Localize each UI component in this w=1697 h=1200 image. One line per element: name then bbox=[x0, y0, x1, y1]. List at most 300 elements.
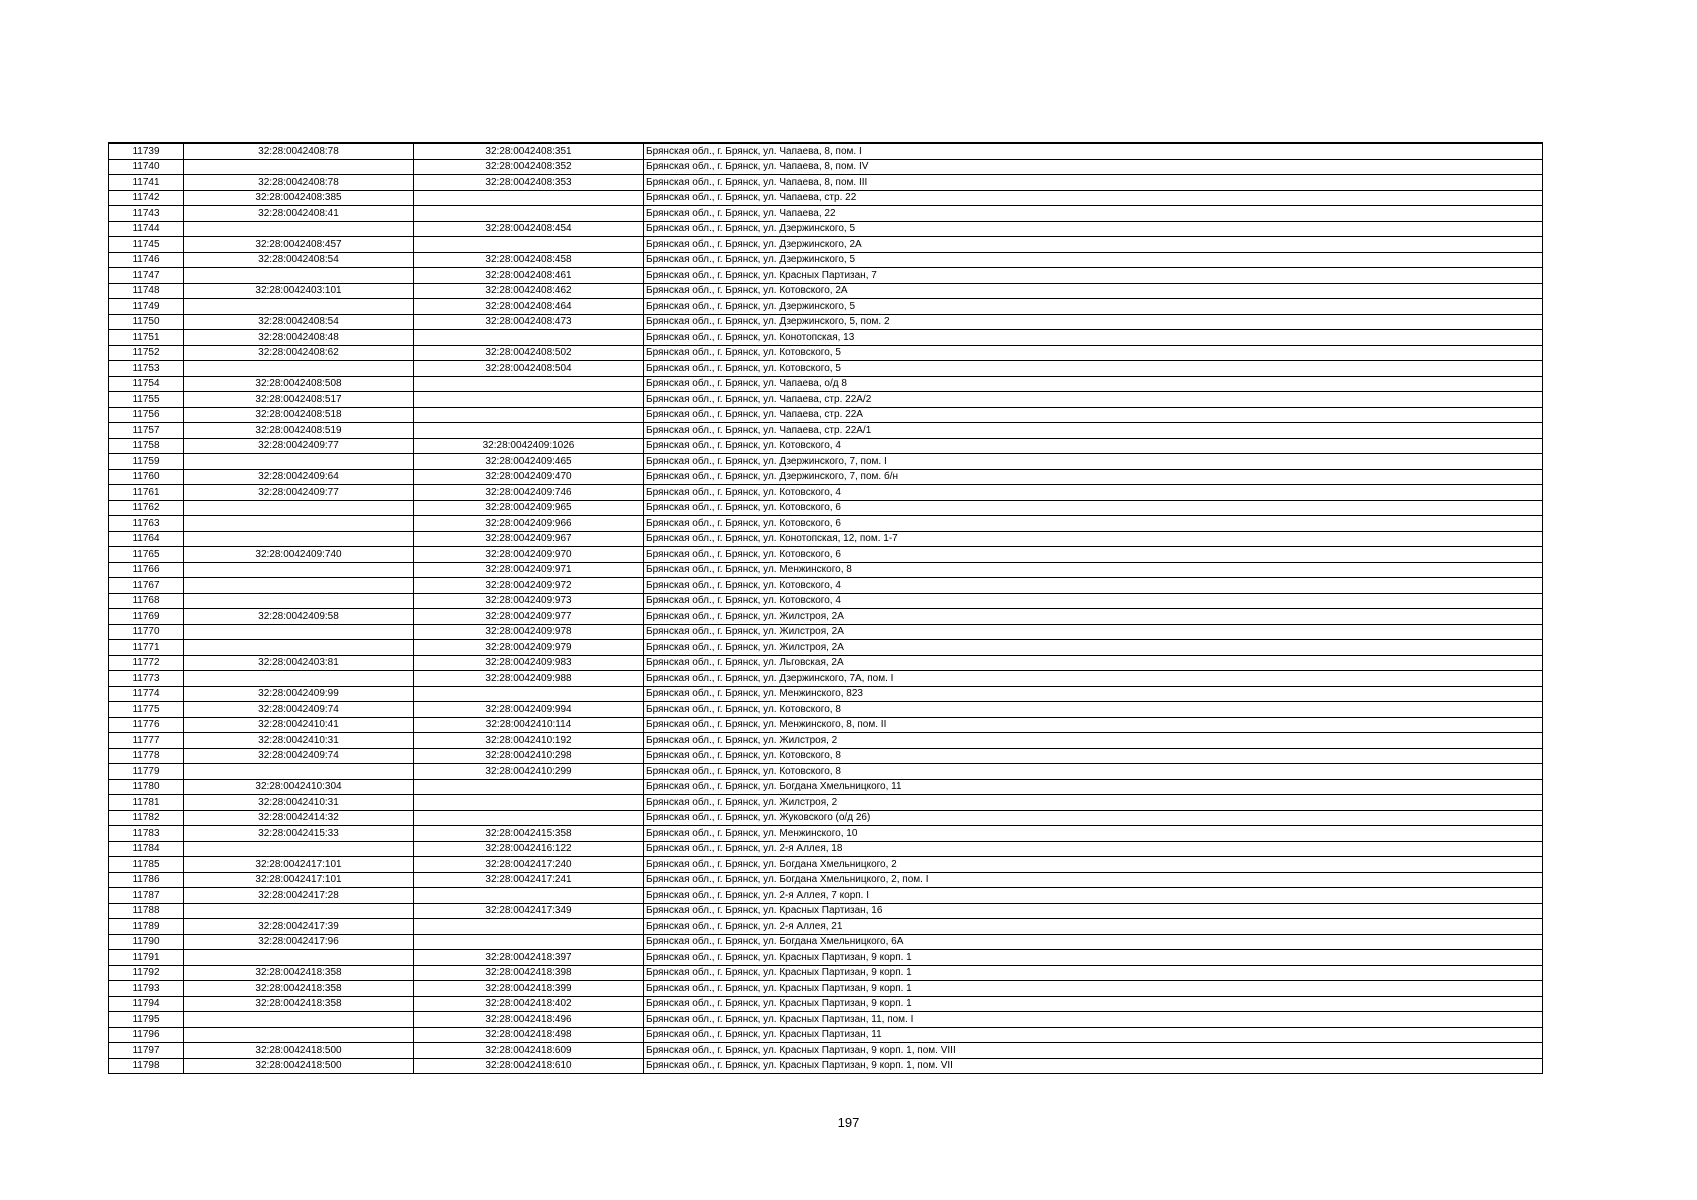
parcel-cadastral-number-cell: 32:28:0042408:54 bbox=[184, 314, 414, 330]
address-cell: Брянская обл., г. Брянск, ул. Красных Партизан, 7 bbox=[644, 268, 1543, 284]
row-number-cell: 11781 bbox=[109, 795, 184, 811]
table-row bbox=[109, 965, 1543, 981]
parcel-cadastral-number-cell bbox=[184, 299, 414, 315]
object-cadastral-number-cell: 32:28:0042418:609 bbox=[414, 1043, 644, 1059]
row-number-cell: 11786 bbox=[109, 872, 184, 888]
object-cadastral-number-cell bbox=[414, 206, 644, 222]
parcel-cadastral-number-cell: 32:28:0042409:77 bbox=[184, 438, 414, 454]
address-cell: Брянская обл., г. Брянск, ул. Менжинского, 823 bbox=[644, 686, 1543, 702]
parcel-cadastral-number-cell: 32:28:0042410:41 bbox=[184, 717, 414, 733]
address-cell: Брянская обл., г. Брянск, ул. Красных Партизан, 9 корп. 1 bbox=[644, 981, 1543, 997]
row-number-cell: 11763 bbox=[109, 516, 184, 532]
parcel-cadastral-number-cell bbox=[184, 361, 414, 377]
row-number-cell: 11765 bbox=[109, 547, 184, 563]
address-cell: Брянская обл., г. Брянск, ул. Чапаева, о/д 8 bbox=[644, 376, 1543, 392]
table-row bbox=[109, 1043, 1543, 1059]
object-cadastral-number-cell: 32:28:0042410:114 bbox=[414, 717, 644, 733]
parcel-cadastral-number-cell: 32:28:0042415:33 bbox=[184, 826, 414, 842]
row-number-cell: 11739 bbox=[109, 143, 184, 159]
object-cadastral-number-cell: 32:28:0042409:978 bbox=[414, 624, 644, 640]
row-number-cell: 11793 bbox=[109, 981, 184, 997]
parcel-cadastral-number-cell bbox=[184, 578, 414, 594]
object-cadastral-number-cell: 32:28:0042409:973 bbox=[414, 593, 644, 609]
parcel-cadastral-number-cell: 32:28:0042418:358 bbox=[184, 965, 414, 981]
parcel-cadastral-number-cell: 32:28:0042418:500 bbox=[184, 1043, 414, 1059]
parcel-cadastral-number-cell: 32:28:0042414:32 bbox=[184, 810, 414, 826]
parcel-cadastral-number-cell bbox=[184, 903, 414, 919]
row-number-cell: 11790 bbox=[109, 934, 184, 950]
parcel-cadastral-number-cell bbox=[184, 500, 414, 516]
row-number-cell: 11756 bbox=[109, 407, 184, 423]
parcel-cadastral-number-cell: 32:28:0042408:385 bbox=[184, 190, 414, 206]
row-number-cell: 11760 bbox=[109, 469, 184, 485]
address-cell: Брянская обл., г. Брянск, ул. Конотопская, 13 bbox=[644, 330, 1543, 346]
address-cell: Брянская обл., г. Брянск, ул. Котовского, 4 bbox=[644, 438, 1543, 454]
address-cell: Брянская обл., г. Брянск, ул. Менжинского, 10 bbox=[644, 826, 1543, 842]
parcel-cadastral-number-cell bbox=[184, 221, 414, 237]
row-number-cell: 11778 bbox=[109, 748, 184, 764]
address-cell: Брянская обл., г. Брянск, ул. Конотопская, 12, пом. 1-7 bbox=[644, 531, 1543, 547]
table-row bbox=[109, 919, 1543, 935]
table-row bbox=[109, 779, 1543, 795]
address-cell: Брянская обл., г. Брянск, ул. Дзержинского, 2А bbox=[644, 237, 1543, 253]
parcel-cadastral-number-cell: 32:28:0042417:96 bbox=[184, 934, 414, 950]
object-cadastral-number-cell: 32:28:0042409:977 bbox=[414, 609, 644, 625]
row-number-cell: 11785 bbox=[109, 857, 184, 873]
address-cell: Брянская обл., г. Брянск, ул. Котовского, 8 bbox=[644, 748, 1543, 764]
table-row bbox=[109, 252, 1543, 268]
table-row bbox=[109, 345, 1543, 361]
address-cell: Брянская обл., г. Брянск, ул. Жилстроя, 2 bbox=[644, 733, 1543, 749]
table-row bbox=[109, 981, 1543, 997]
address-cell: Брянская обл., г. Брянск, ул. Жилстроя, 2А bbox=[644, 640, 1543, 656]
parcel-cadastral-number-cell: 32:28:0042409:64 bbox=[184, 469, 414, 485]
row-number-cell: 11777 bbox=[109, 733, 184, 749]
object-cadastral-number-cell: 32:28:0042417:240 bbox=[414, 857, 644, 873]
parcel-cadastral-number-cell: 32:28:0042417:39 bbox=[184, 919, 414, 935]
table-row bbox=[109, 671, 1543, 687]
object-cadastral-number-cell bbox=[414, 686, 644, 702]
address-cell: Брянская обл., г. Брянск, ул. Котовского, 5 bbox=[644, 361, 1543, 377]
object-cadastral-number-cell: 32:28:0042409:746 bbox=[414, 485, 644, 501]
parcel-cadastral-number-cell bbox=[184, 624, 414, 640]
parcel-cadastral-number-cell: 32:28:0042417:101 bbox=[184, 857, 414, 873]
parcel-cadastral-number-cell: 32:28:0042409:740 bbox=[184, 547, 414, 563]
registry-table bbox=[108, 142, 1543, 1074]
parcel-cadastral-number-cell bbox=[184, 593, 414, 609]
row-number-cell: 11747 bbox=[109, 268, 184, 284]
address-cell: Брянская обл., г. Брянск, ул. Чапаева, 8, пом. IV bbox=[644, 159, 1543, 175]
object-cadastral-number-cell: 32:28:0042418:610 bbox=[414, 1058, 644, 1074]
address-cell: Брянская обл., г. Брянск, ул. Дзержинского, 7, пом. б/н bbox=[644, 469, 1543, 485]
row-number-cell: 11784 bbox=[109, 841, 184, 857]
address-cell: Брянская обл., г. Брянск, ул. 2-я Аллея, 21 bbox=[644, 919, 1543, 935]
object-cadastral-number-cell bbox=[414, 330, 644, 346]
row-number-cell: 11770 bbox=[109, 624, 184, 640]
row-number-cell: 11744 bbox=[109, 221, 184, 237]
row-number-cell: 11751 bbox=[109, 330, 184, 346]
object-cadastral-number-cell bbox=[414, 795, 644, 811]
address-cell: Брянская обл., г. Брянск, ул. Чапаева, 22 bbox=[644, 206, 1543, 222]
object-cadastral-number-cell: 32:28:0042410:192 bbox=[414, 733, 644, 749]
parcel-cadastral-number-cell bbox=[184, 671, 414, 687]
row-number-cell: 11792 bbox=[109, 965, 184, 981]
row-number-cell: 11795 bbox=[109, 1012, 184, 1028]
table-row bbox=[109, 392, 1543, 408]
address-cell: Брянская обл., г. Брянск, ул. Жилстроя, 2А bbox=[644, 609, 1543, 625]
parcel-cadastral-number-cell bbox=[184, 268, 414, 284]
parcel-cadastral-number-cell: 32:28:0042418:358 bbox=[184, 996, 414, 1012]
table-row bbox=[109, 702, 1543, 718]
address-cell: Брянская обл., г. Брянск, ул. Красных Партизан, 9 корп. 1 bbox=[644, 996, 1543, 1012]
parcel-cadastral-number-cell: 32:28:0042403:101 bbox=[184, 283, 414, 299]
address-cell: Брянская обл., г. Брянск, ул. Дзержинского, 5 bbox=[644, 299, 1543, 315]
table-row bbox=[109, 578, 1543, 594]
table-row bbox=[109, 562, 1543, 578]
object-cadastral-number-cell: 32:28:0042409:965 bbox=[414, 500, 644, 516]
object-cadastral-number-cell: 32:28:0042409:988 bbox=[414, 671, 644, 687]
row-number-cell: 11759 bbox=[109, 454, 184, 470]
row-number-cell: 11743 bbox=[109, 206, 184, 222]
address-cell: Брянская обл., г. Брянск, ул. Льговская, 2А bbox=[644, 655, 1543, 671]
parcel-cadastral-number-cell bbox=[184, 562, 414, 578]
row-number-cell: 11773 bbox=[109, 671, 184, 687]
address-cell: Брянская обл., г. Брянск, ул. Красных Партизан, 9 корп. 1, пом. VII bbox=[644, 1058, 1543, 1074]
parcel-cadastral-number-cell: 32:28:0042408:78 bbox=[184, 143, 414, 159]
address-cell: Брянская обл., г. Брянск, ул. Дзержинского, 7А, пом. I bbox=[644, 671, 1543, 687]
row-number-cell: 11758 bbox=[109, 438, 184, 454]
parcel-cadastral-number-cell: 32:28:0042410:304 bbox=[184, 779, 414, 795]
object-cadastral-number-cell: 32:28:0042418:498 bbox=[414, 1027, 644, 1043]
row-number-cell: 11740 bbox=[109, 159, 184, 175]
row-number-cell: 11761 bbox=[109, 485, 184, 501]
table-row bbox=[109, 624, 1543, 640]
parcel-cadastral-number-cell: 32:28:0042403:81 bbox=[184, 655, 414, 671]
table-row bbox=[109, 469, 1543, 485]
row-number-cell: 11762 bbox=[109, 500, 184, 516]
row-number-cell: 11775 bbox=[109, 702, 184, 718]
address-cell: Брянская обл., г. Брянск, ул. Котовского, 8 bbox=[644, 764, 1543, 780]
address-cell: Брянская обл., г. Брянск, ул. Чапаева, стр. 22А/2 bbox=[644, 392, 1543, 408]
parcel-cadastral-number-cell bbox=[184, 159, 414, 175]
table-row bbox=[109, 1012, 1543, 1028]
row-number-cell: 11741 bbox=[109, 175, 184, 191]
object-cadastral-number-cell bbox=[414, 407, 644, 423]
address-cell: Брянская обл., г. Брянск, ул. Котовского, 4 bbox=[644, 593, 1543, 609]
row-number-cell: 11755 bbox=[109, 392, 184, 408]
address-cell: Брянская обл., г. Брянск, ул. Котовского, 6 bbox=[644, 500, 1543, 516]
row-number-cell: 11769 bbox=[109, 609, 184, 625]
row-number-cell: 11788 bbox=[109, 903, 184, 919]
object-cadastral-number-cell: 32:28:0042409:983 bbox=[414, 655, 644, 671]
row-number-cell: 11797 bbox=[109, 1043, 184, 1059]
parcel-cadastral-number-cell: 32:28:0042409:77 bbox=[184, 485, 414, 501]
table-row bbox=[109, 206, 1543, 222]
table-row bbox=[109, 190, 1543, 206]
row-number-cell: 11779 bbox=[109, 764, 184, 780]
object-cadastral-number-cell: 32:28:0042409:1026 bbox=[414, 438, 644, 454]
row-number-cell: 11783 bbox=[109, 826, 184, 842]
address-cell: Брянская обл., г. Брянск, ул. Дзержинского, 5 bbox=[644, 252, 1543, 268]
parcel-cadastral-number-cell: 32:28:0042408:54 bbox=[184, 252, 414, 268]
address-cell: Брянская обл., г. Брянск, ул. Котовского, 4 bbox=[644, 485, 1543, 501]
address-cell: Брянская обл., г. Брянск, ул. Чапаева, стр. 22А/1 bbox=[644, 423, 1543, 439]
address-cell: Брянская обл., г. Брянск, ул. Красных Партизан, 9 корп. 1 bbox=[644, 950, 1543, 966]
row-number-cell: 11772 bbox=[109, 655, 184, 671]
table-row bbox=[109, 950, 1543, 966]
address-cell: Брянская обл., г. Брянск, ул. Дзержинского, 5, пом. 2 bbox=[644, 314, 1543, 330]
row-number-cell: 11767 bbox=[109, 578, 184, 594]
object-cadastral-number-cell: 32:28:0042418:496 bbox=[414, 1012, 644, 1028]
object-cadastral-number-cell: 32:28:0042409:994 bbox=[414, 702, 644, 718]
object-cadastral-number-cell: 32:28:0042418:402 bbox=[414, 996, 644, 1012]
table-row bbox=[109, 826, 1543, 842]
parcel-cadastral-number-cell: 32:28:0042417:101 bbox=[184, 872, 414, 888]
object-cadastral-number-cell bbox=[414, 423, 644, 439]
table-row bbox=[109, 748, 1543, 764]
object-cadastral-number-cell: 32:28:0042409:967 bbox=[414, 531, 644, 547]
row-number-cell: 11768 bbox=[109, 593, 184, 609]
row-number-cell: 11748 bbox=[109, 283, 184, 299]
table-row bbox=[109, 299, 1543, 315]
row-number-cell: 11782 bbox=[109, 810, 184, 826]
parcel-cadastral-number-cell: 32:28:0042408:457 bbox=[184, 237, 414, 253]
address-cell: Брянская обл., г. Брянск, ул. Дзержинского, 7, пом. I bbox=[644, 454, 1543, 470]
row-number-cell: 11774 bbox=[109, 686, 184, 702]
address-cell: Брянская обл., г. Брянск, ул. 2-я Аллея, 18 bbox=[644, 841, 1543, 857]
row-number-cell: 11749 bbox=[109, 299, 184, 315]
address-cell: Брянская обл., г. Брянск, ул. Красных Партизан, 11 bbox=[644, 1027, 1543, 1043]
address-cell: Брянская обл., г. Брянск, ул. Чапаева, стр. 22А bbox=[644, 407, 1543, 423]
address-cell: Брянская обл., г. Брянск, ул. Жилстроя, 2 bbox=[644, 795, 1543, 811]
object-cadastral-number-cell: 32:28:0042410:298 bbox=[414, 748, 644, 764]
address-cell: Брянская обл., г. Брянск, ул. Менжинского, 8, пом. II bbox=[644, 717, 1543, 733]
parcel-cadastral-number-cell bbox=[184, 1027, 414, 1043]
address-cell: Брянская обл., г. Брянск, ул. Чапаева, 8, пом. I bbox=[644, 143, 1543, 159]
object-cadastral-number-cell bbox=[414, 919, 644, 935]
object-cadastral-number-cell: 32:28:0042409:966 bbox=[414, 516, 644, 532]
table-row bbox=[109, 717, 1543, 733]
parcel-cadastral-number-cell: 32:28:0042417:28 bbox=[184, 888, 414, 904]
object-cadastral-number-cell: 32:28:0042418:397 bbox=[414, 950, 644, 966]
table-row bbox=[109, 903, 1543, 919]
table-row bbox=[109, 485, 1543, 501]
table-row bbox=[109, 237, 1543, 253]
object-cadastral-number-cell bbox=[414, 392, 644, 408]
parcel-cadastral-number-cell: 32:28:0042408:78 bbox=[184, 175, 414, 191]
table-row bbox=[109, 283, 1543, 299]
table-row bbox=[109, 407, 1543, 423]
parcel-cadastral-number-cell bbox=[184, 454, 414, 470]
registry-table-body bbox=[109, 143, 1543, 1074]
address-cell: Брянская обл., г. Брянск, ул. Котовского, 5 bbox=[644, 345, 1543, 361]
table-row bbox=[109, 609, 1543, 625]
table-row bbox=[109, 268, 1543, 284]
parcel-cadastral-number-cell bbox=[184, 764, 414, 780]
table-row bbox=[109, 764, 1543, 780]
row-number-cell: 11766 bbox=[109, 562, 184, 578]
object-cadastral-number-cell: 32:28:0042408:504 bbox=[414, 361, 644, 377]
object-cadastral-number-cell: 32:28:0042408:351 bbox=[414, 143, 644, 159]
object-cadastral-number-cell: 32:28:0042408:352 bbox=[414, 159, 644, 175]
address-cell: Брянская обл., г. Брянск, ул. Богдана Хмельницкого, 2 bbox=[644, 857, 1543, 873]
table-row bbox=[109, 221, 1543, 237]
address-cell: Брянская обл., г. Брянск, ул. Котовского, 6 bbox=[644, 547, 1543, 563]
table-row bbox=[109, 143, 1543, 159]
table-row bbox=[109, 423, 1543, 439]
object-cadastral-number-cell bbox=[414, 779, 644, 795]
row-number-cell: 11789 bbox=[109, 919, 184, 935]
page-number: 197 bbox=[837, 1115, 860, 1130]
parcel-cadastral-number-cell bbox=[184, 841, 414, 857]
object-cadastral-number-cell: 32:28:0042418:398 bbox=[414, 965, 644, 981]
row-number-cell: 11794 bbox=[109, 996, 184, 1012]
object-cadastral-number-cell: 32:28:0042408:502 bbox=[414, 345, 644, 361]
address-cell: Брянская обл., г. Брянск, ул. Богдана Хмельницкого, 2, пом. I bbox=[644, 872, 1543, 888]
object-cadastral-number-cell: 32:28:0042408:461 bbox=[414, 268, 644, 284]
parcel-cadastral-number-cell bbox=[184, 640, 414, 656]
table-row bbox=[109, 531, 1543, 547]
address-cell: Брянская обл., г. Брянск, ул. Котовского, 2А bbox=[644, 283, 1543, 299]
row-number-cell: 11754 bbox=[109, 376, 184, 392]
address-cell: Брянская обл., г. Брянск, ул. Котовского, 8 bbox=[644, 702, 1543, 718]
row-number-cell: 11791 bbox=[109, 950, 184, 966]
object-cadastral-number-cell: 32:28:0042417:349 bbox=[414, 903, 644, 919]
parcel-cadastral-number-cell: 32:28:0042418:358 bbox=[184, 981, 414, 997]
parcel-cadastral-number-cell: 32:28:0042408:41 bbox=[184, 206, 414, 222]
row-number-cell: 11764 bbox=[109, 531, 184, 547]
parcel-cadastral-number-cell: 32:28:0042410:31 bbox=[184, 733, 414, 749]
row-number-cell: 11757 bbox=[109, 423, 184, 439]
object-cadastral-number-cell bbox=[414, 810, 644, 826]
object-cadastral-number-cell: 32:28:0042415:358 bbox=[414, 826, 644, 842]
object-cadastral-number-cell bbox=[414, 934, 644, 950]
address-cell: Брянская обл., г. Брянск, ул. Богдана Хмельницкого, 6А bbox=[644, 934, 1543, 950]
table-row bbox=[109, 330, 1543, 346]
parcel-cadastral-number-cell bbox=[184, 531, 414, 547]
parcel-cadastral-number-cell: 32:28:0042410:31 bbox=[184, 795, 414, 811]
object-cadastral-number-cell: 32:28:0042408:464 bbox=[414, 299, 644, 315]
object-cadastral-number-cell: 32:28:0042408:454 bbox=[414, 221, 644, 237]
object-cadastral-number-cell: 32:28:0042408:353 bbox=[414, 175, 644, 191]
table-row bbox=[109, 159, 1543, 175]
object-cadastral-number-cell bbox=[414, 190, 644, 206]
parcel-cadastral-number-cell: 32:28:0042409:74 bbox=[184, 702, 414, 718]
table-row bbox=[109, 872, 1543, 888]
address-cell: Брянская обл., г. Брянск, ул. Красных Партизан, 11, пом. I bbox=[644, 1012, 1543, 1028]
table-row bbox=[109, 640, 1543, 656]
table-row bbox=[109, 1058, 1543, 1074]
table-row bbox=[109, 175, 1543, 191]
row-number-cell: 11771 bbox=[109, 640, 184, 656]
address-cell: Брянская обл., г. Брянск, ул. Чапаева, стр. 22 bbox=[644, 190, 1543, 206]
row-number-cell: 11798 bbox=[109, 1058, 184, 1074]
object-cadastral-number-cell: 32:28:0042417:241 bbox=[414, 872, 644, 888]
object-cadastral-number-cell: 32:28:0042416:122 bbox=[414, 841, 644, 857]
parcel-cadastral-number-cell: 32:28:0042408:48 bbox=[184, 330, 414, 346]
table-row bbox=[109, 857, 1543, 873]
address-cell: Брянская обл., г. Брянск, ул. Котовского, 6 bbox=[644, 516, 1543, 532]
address-cell: Брянская обл., г. Брянск, ул. Чапаева, 8, пом. III bbox=[644, 175, 1543, 191]
address-cell: Брянская обл., г. Брянск, ул. Богдана Хмельницкого, 11 bbox=[644, 779, 1543, 795]
table-row bbox=[109, 888, 1543, 904]
table-row bbox=[109, 655, 1543, 671]
row-number-cell: 11787 bbox=[109, 888, 184, 904]
parcel-cadastral-number-cell: 32:28:0042408:519 bbox=[184, 423, 414, 439]
address-cell: Брянская обл., г. Брянск, ул. Красных Партизан, 9 корп. 1, пом. VIII bbox=[644, 1043, 1543, 1059]
object-cadastral-number-cell: 32:28:0042409:979 bbox=[414, 640, 644, 656]
parcel-cadastral-number-cell: 32:28:0042408:62 bbox=[184, 345, 414, 361]
object-cadastral-number-cell: 32:28:0042409:470 bbox=[414, 469, 644, 485]
object-cadastral-number-cell: 32:28:0042408:473 bbox=[414, 314, 644, 330]
row-number-cell: 11746 bbox=[109, 252, 184, 268]
table-row bbox=[109, 795, 1543, 811]
object-cadastral-number-cell: 32:28:0042409:970 bbox=[414, 547, 644, 563]
table-row bbox=[109, 733, 1543, 749]
table-row bbox=[109, 996, 1543, 1012]
parcel-cadastral-number-cell bbox=[184, 950, 414, 966]
table-row bbox=[109, 686, 1543, 702]
object-cadastral-number-cell: 32:28:0042418:399 bbox=[414, 981, 644, 997]
address-cell: Брянская обл., г. Брянск, ул. 2-я Аллея, 7 корп. I bbox=[644, 888, 1543, 904]
row-number-cell: 11780 bbox=[109, 779, 184, 795]
object-cadastral-number-cell: 32:28:0042408:462 bbox=[414, 283, 644, 299]
table-row bbox=[109, 516, 1543, 532]
table-row bbox=[109, 314, 1543, 330]
table-row bbox=[109, 547, 1543, 563]
table-row bbox=[109, 934, 1543, 950]
object-cadastral-number-cell: 32:28:0042410:299 bbox=[414, 764, 644, 780]
table-row bbox=[109, 593, 1543, 609]
row-number-cell: 11753 bbox=[109, 361, 184, 377]
parcel-cadastral-number-cell: 32:28:0042409:74 bbox=[184, 748, 414, 764]
object-cadastral-number-cell: 32:28:0042408:458 bbox=[414, 252, 644, 268]
object-cadastral-number-cell bbox=[414, 237, 644, 253]
row-number-cell: 11750 bbox=[109, 314, 184, 330]
row-number-cell: 11796 bbox=[109, 1027, 184, 1043]
parcel-cadastral-number-cell: 32:28:0042408:508 bbox=[184, 376, 414, 392]
object-cadastral-number-cell: 32:28:0042409:465 bbox=[414, 454, 644, 470]
address-cell: Брянская обл., г. Брянск, ул. Красных Партизан, 9 корп. 1 bbox=[644, 965, 1543, 981]
object-cadastral-number-cell bbox=[414, 376, 644, 392]
parcel-cadastral-number-cell: 32:28:0042408:517 bbox=[184, 392, 414, 408]
row-number-cell: 11742 bbox=[109, 190, 184, 206]
row-number-cell: 11776 bbox=[109, 717, 184, 733]
parcel-cadastral-number-cell bbox=[184, 516, 414, 532]
table-row bbox=[109, 438, 1543, 454]
table-row bbox=[109, 810, 1543, 826]
row-number-cell: 11745 bbox=[109, 237, 184, 253]
row-number-cell: 11752 bbox=[109, 345, 184, 361]
address-cell: Брянская обл., г. Брянск, ул. Жилстроя, 2А bbox=[644, 624, 1543, 640]
object-cadastral-number-cell bbox=[414, 888, 644, 904]
table-row bbox=[109, 361, 1543, 377]
table-row bbox=[109, 841, 1543, 857]
table-row bbox=[109, 500, 1543, 516]
object-cadastral-number-cell: 32:28:0042409:971 bbox=[414, 562, 644, 578]
parcel-cadastral-number-cell: 32:28:0042418:500 bbox=[184, 1058, 414, 1074]
parcel-cadastral-number-cell: 32:28:0042408:518 bbox=[184, 407, 414, 423]
address-cell: Брянская обл., г. Брянск, ул. Красных Партизан, 16 bbox=[644, 903, 1543, 919]
parcel-cadastral-number-cell: 32:28:0042409:58 bbox=[184, 609, 414, 625]
table-row bbox=[109, 1027, 1543, 1043]
address-cell: Брянская обл., г. Брянск, ул. Жуковского (о/д 26) bbox=[644, 810, 1543, 826]
address-cell: Брянская обл., г. Брянск, ул. Дзержинского, 5 bbox=[644, 221, 1543, 237]
parcel-cadastral-number-cell bbox=[184, 1012, 414, 1028]
object-cadastral-number-cell: 32:28:0042409:972 bbox=[414, 578, 644, 594]
parcel-cadastral-number-cell: 32:28:0042409:99 bbox=[184, 686, 414, 702]
table-row bbox=[109, 376, 1543, 392]
